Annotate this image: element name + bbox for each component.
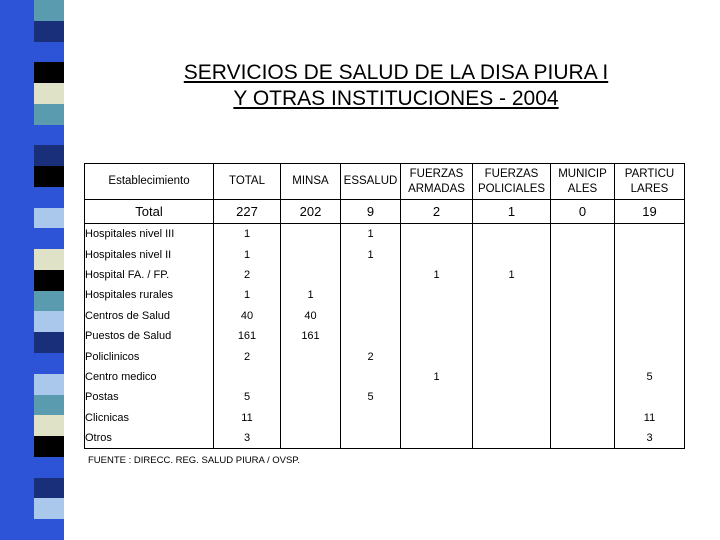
strip-block — [0, 270, 64, 291]
table-cell: 227 — [214, 200, 281, 224]
table-cell — [551, 346, 615, 366]
table-cell — [281, 367, 341, 387]
strip-block — [0, 62, 64, 83]
table-cell — [473, 408, 551, 428]
table-cell — [401, 285, 473, 305]
table-row — [85, 367, 685, 387]
table-cell: 3 — [214, 428, 281, 449]
table-cell — [401, 408, 473, 428]
table-cell — [615, 285, 685, 305]
table-cell — [401, 306, 473, 326]
table-cell — [551, 285, 615, 305]
strip-block-color — [34, 62, 64, 83]
title-line-2: Y OTRAS INSTITUCIONES - 2004 — [233, 87, 559, 110]
table-cell: 5 — [214, 387, 281, 407]
row-label-cell: Puestos de Salud — [85, 326, 214, 346]
header-fuerzas-policiales: FUERZAS POLICIALES — [473, 164, 551, 200]
table-cell: 202 — [281, 200, 341, 224]
table-cell — [551, 224, 615, 245]
table-cell — [341, 428, 401, 449]
table-cell: 1 — [214, 244, 281, 264]
table-cell: 9 — [341, 200, 401, 224]
header-essalud: ESSALUD — [341, 164, 401, 200]
header-particulares: PARTICU LARES — [615, 164, 685, 200]
table-cell: 11 — [615, 408, 685, 428]
strip-block-color — [34, 311, 64, 332]
table-cell — [615, 346, 685, 366]
table-cell — [615, 387, 685, 407]
strip-block-color — [34, 374, 64, 395]
strip-block — [0, 395, 64, 416]
row-label-cell: Hospitales rurales — [85, 285, 214, 305]
table-cell — [473, 367, 551, 387]
table-total-row — [85, 200, 685, 224]
row-label-cell: Clicnicas — [85, 408, 214, 428]
strip-block-color — [34, 21, 64, 42]
table-cell: 0 — [551, 200, 615, 224]
table-row — [85, 428, 685, 449]
strip-block-color — [34, 270, 64, 291]
row-label-cell: Otros — [85, 428, 214, 449]
table-cell: 1 — [401, 265, 473, 285]
table-cell — [473, 346, 551, 366]
strip-block — [0, 208, 64, 229]
strip-block-color — [34, 83, 64, 104]
table-cell: 2 — [401, 200, 473, 224]
table-cell: 161 — [214, 326, 281, 346]
strip-block-color — [34, 125, 64, 146]
strip-block — [0, 374, 64, 395]
strip-block — [0, 291, 64, 312]
table-cell: 161 — [281, 326, 341, 346]
table-cell: 19 — [615, 200, 685, 224]
row-label-cell: Policlinicos — [85, 346, 214, 366]
strip-block-color — [34, 498, 64, 519]
table-cell — [551, 387, 615, 407]
table-cell — [281, 428, 341, 449]
strip-block-color — [34, 415, 64, 436]
strip-block — [0, 187, 64, 208]
decorative-color-strip — [0, 0, 64, 540]
table-cell: 1 — [473, 265, 551, 285]
table-row — [85, 408, 685, 428]
table-cell: 1 — [214, 224, 281, 245]
strip-block-color — [34, 42, 64, 63]
table-cell: 2 — [341, 346, 401, 366]
table-cell: 1 — [341, 224, 401, 245]
table-cell: 2 — [214, 265, 281, 285]
table-cell — [551, 408, 615, 428]
table-cell — [401, 428, 473, 449]
table-cell — [473, 326, 551, 346]
table-cell: 1 — [341, 244, 401, 264]
table-cell: 5 — [615, 367, 685, 387]
table-cell — [341, 408, 401, 428]
table-cell — [473, 306, 551, 326]
strip-block-color — [34, 166, 64, 187]
row-label-cell: Postas — [85, 387, 214, 407]
strip-block-color — [34, 145, 64, 166]
strip-block-color — [34, 228, 64, 249]
table-row — [85, 285, 685, 305]
strip-block — [0, 311, 64, 332]
table-row — [85, 387, 685, 407]
table-cell: 11 — [214, 408, 281, 428]
strip-block-color — [34, 104, 64, 125]
strip-block — [0, 166, 64, 187]
table-cell: 5 — [341, 387, 401, 407]
strip-block — [0, 457, 64, 478]
table-cell — [551, 326, 615, 346]
strip-block — [0, 519, 64, 540]
table-row — [85, 244, 685, 264]
strip-block — [0, 415, 64, 436]
table-cell — [401, 244, 473, 264]
table-cell — [214, 367, 281, 387]
table-cell — [281, 346, 341, 366]
strip-block — [0, 145, 64, 166]
table-cell — [341, 326, 401, 346]
table-cell: 1 — [214, 285, 281, 305]
strip-block-color — [34, 187, 64, 208]
strip-block — [0, 228, 64, 249]
slide-title — [96, 60, 696, 112]
table-cell — [401, 387, 473, 407]
strip-block-color — [34, 395, 64, 416]
table-cell: 40 — [214, 306, 281, 326]
table-cell — [401, 224, 473, 245]
strip-block — [0, 249, 64, 270]
table-cell: 1 — [473, 200, 551, 224]
strip-block — [0, 104, 64, 125]
source-note: FUENTE : DIRECC. REG. SALUD PIURA / OVSP. — [88, 455, 301, 466]
strip-block — [0, 125, 64, 146]
table-row — [85, 265, 685, 285]
table-cell — [473, 285, 551, 305]
strip-block — [0, 21, 64, 42]
header-establecimiento: Establecimiento — [85, 164, 214, 200]
strip-block-color — [34, 249, 64, 270]
table-cell — [473, 224, 551, 245]
table-cell — [615, 224, 685, 245]
table-cell — [281, 244, 341, 264]
row-label-cell: Centros de Salud — [85, 306, 214, 326]
table-row — [85, 306, 685, 326]
title-line-1: SERVICIOS DE SALUD DE LA DISA PIURA I — [183, 61, 609, 84]
table-cell — [341, 367, 401, 387]
table-cell: 2 — [214, 346, 281, 366]
strip-block-color — [34, 457, 64, 478]
strip-block — [0, 498, 64, 519]
header-fuerzas-armadas: FUERZAS ARMADAS — [401, 164, 473, 200]
table-cell — [615, 306, 685, 326]
row-label-cell: Hospitales nivel II — [85, 244, 214, 264]
table-cell — [281, 387, 341, 407]
table-cell: 3 — [615, 428, 685, 449]
table-row — [85, 326, 685, 346]
strip-block — [0, 83, 64, 104]
table-cell — [341, 265, 401, 285]
table-cell — [281, 224, 341, 245]
table-cell — [281, 265, 341, 285]
table-cell — [401, 326, 473, 346]
table-row — [85, 224, 685, 245]
strip-block — [0, 0, 64, 21]
strip-block-color — [34, 208, 64, 229]
table-cell — [615, 244, 685, 264]
strip-block-color — [34, 332, 64, 353]
table-cell: 1 — [401, 367, 473, 387]
table-cell: 40 — [281, 306, 341, 326]
strip-block — [0, 436, 64, 457]
strip-block-color — [34, 519, 64, 540]
table-cell — [551, 367, 615, 387]
table-row — [85, 346, 685, 366]
strip-block — [0, 42, 64, 63]
strip-block-color — [34, 436, 64, 457]
table-cell — [551, 265, 615, 285]
header-municipales: MUNICIP ALES — [551, 164, 615, 200]
table-cell — [401, 346, 473, 366]
row-label-cell: Hospital FA. / FP. — [85, 265, 214, 285]
table-cell — [473, 387, 551, 407]
table-cell — [281, 408, 341, 428]
table-cell — [551, 428, 615, 449]
header-minsa: MINSA — [281, 164, 341, 200]
table-cell: 1 — [281, 285, 341, 305]
table-cell — [551, 244, 615, 264]
strip-block-color — [34, 478, 64, 499]
table-cell — [473, 244, 551, 264]
strip-block — [0, 353, 64, 374]
table-header-row — [85, 164, 685, 200]
row-label-cell: Hospitales nivel III — [85, 224, 214, 245]
table-cell — [615, 326, 685, 346]
table-cell — [551, 306, 615, 326]
header-total: TOTAL — [214, 164, 281, 200]
strip-block — [0, 478, 64, 499]
total-label-cell: Total — [85, 200, 214, 224]
strip-block-color — [34, 291, 64, 312]
health-services-table — [84, 163, 685, 449]
table-cell — [341, 285, 401, 305]
strip-block-color — [34, 353, 64, 374]
table-cell — [615, 265, 685, 285]
row-label-cell: Centro medico — [85, 367, 214, 387]
table-cell — [473, 428, 551, 449]
strip-block — [0, 332, 64, 353]
strip-block-color — [34, 0, 64, 21]
table-cell — [341, 306, 401, 326]
